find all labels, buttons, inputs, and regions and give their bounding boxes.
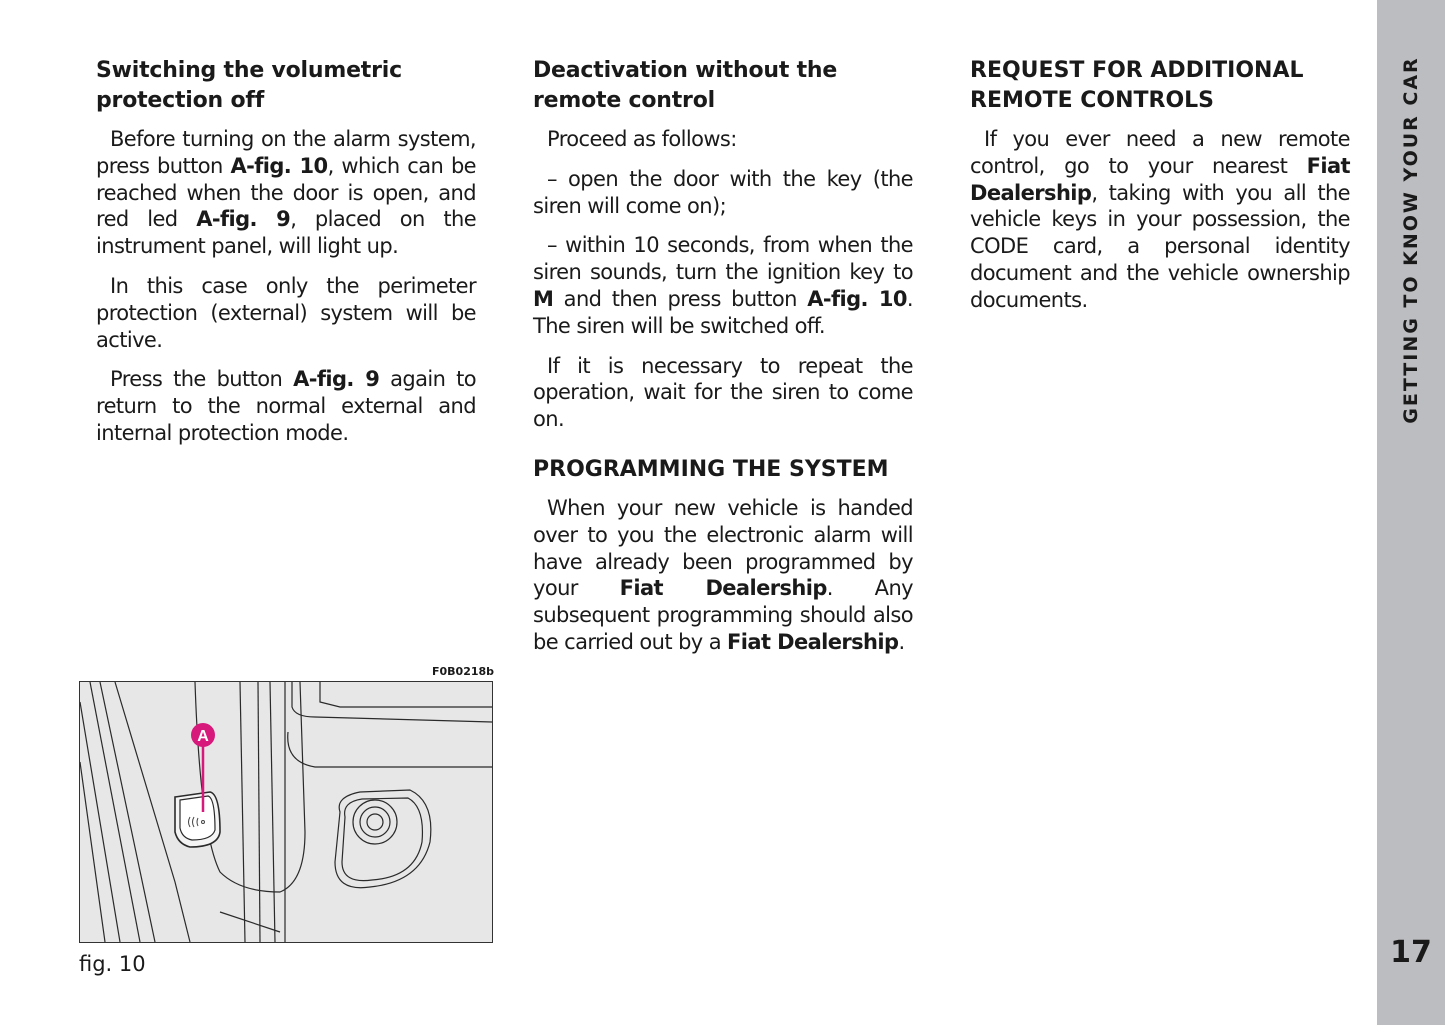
- callout-a-label: A: [197, 728, 209, 745]
- paragraphs: [533, 126, 913, 433]
- paragraph: When your new vehicle is handed over to you the electronic alarm will have already been programmed by your Fiat Dealership. Any subsequent programming should also be carried out by a Fiat Dealership.: [533, 495, 913, 654]
- paragraph: – within 10 seconds, from when the siren sounds, turn the ignition key to M and then press button A-fig. 10. The siren will be switched off.: [533, 233, 913, 338]
- paragraphs: [970, 126, 1350, 314]
- column-volumetric-protection: [96, 56, 476, 460]
- paragraph: – open the door with the key (the siren will come on);: [533, 166, 913, 218]
- heading-additional-remotes: REQUEST FOR ADDITIONAL REMOTE CONTROLS: [970, 58, 1304, 113]
- heading-deactivation: Deactivation without the remote control: [533, 58, 838, 113]
- column-deactivation: [533, 56, 913, 669]
- paragraph: If you ever need a new remote control, go to your nearest Fiat Dealership, taking with you all the vehicle keys in your possession, the CODE card, a personal identity document and the vehicle ownership documents.: [970, 127, 1350, 312]
- paragraphs-programming: [533, 495, 913, 656]
- section-title: [1377, 40, 1445, 440]
- figure-illustration: [79, 681, 493, 943]
- paragraph: Before turning on the alarm system, press button A-fig. 10, which can be reached when the door is open, and red led A-fig. 9, placed on the instrument panel, will light up.: [96, 127, 477, 259]
- figure-code: F0B0218b: [432, 665, 495, 678]
- paragraph: If it is necessary to repeat the operation, wait for the siren to come on.: [533, 353, 913, 432]
- paragraph: Proceed as follows:: [547, 127, 737, 151]
- figure-caption: fig. 10: [79, 952, 146, 976]
- paragraph: In this case only the perimeter protection (external) system will be active.: [96, 273, 476, 352]
- column-additional-remotes: [970, 56, 1350, 327]
- heading-programming: PROGRAMMING THE SYSTEM: [533, 456, 889, 482]
- heading-volumetric: Switching the volumetric protection off: [96, 58, 402, 113]
- page-number: 17: [1390, 935, 1432, 970]
- section-title-text: GETTING TO KNOW YOUR CAR: [1400, 56, 1422, 424]
- paragraph: Press the button A-fig. 9 again to return to the normal external and internal protection mode.: [96, 367, 477, 445]
- door-pillar-illustration: [80, 682, 492, 942]
- paragraphs: [96, 126, 476, 447]
